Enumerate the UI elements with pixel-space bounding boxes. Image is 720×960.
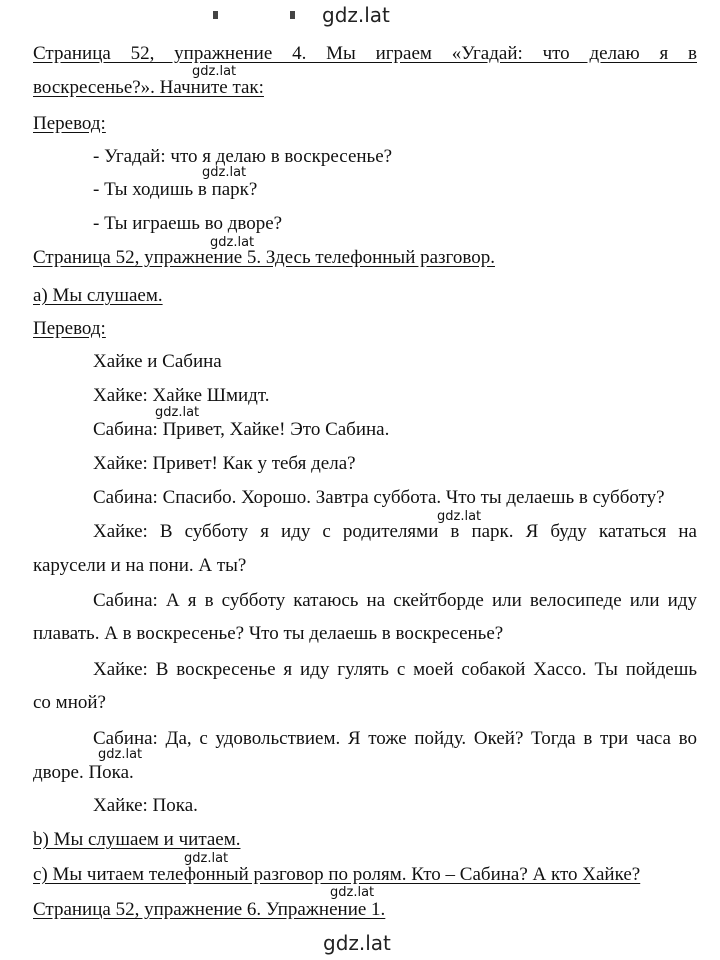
cropped-text-fragment: [290, 11, 295, 19]
dialogue-line-continued: со мной?: [33, 692, 106, 713]
dialogue-line: Сабина: Да, с удовольствием. Я тоже пойду. Окей? Тогда в три часа во: [93, 728, 697, 749]
inline-watermark: gdz.lat: [98, 747, 143, 762]
exercise-4-title-line-1: Страница 52, упражнение 4. Мы играем «Угадай: что делаю я в: [33, 43, 697, 64]
dialogue-line-continued: плавать. А в воскресенье? Что ты делаешь в воскресенье?: [33, 623, 504, 644]
inline-watermark: gdz.lat: [192, 64, 237, 79]
exercise-4-line: - Угадай: что я делаю в воскресенье?: [93, 146, 393, 167]
exercise-4-line: - Ты играешь во дворе?: [93, 213, 283, 234]
dialogue-line-continued: карусели и на пони. А ты?: [33, 555, 247, 576]
dialogue-line: Хайке: Хайке Шмидт.: [93, 385, 270, 406]
exercise-6-title: Страница 52, упражнение 6. Упражнение 1.: [33, 899, 386, 920]
dialogue-line: Сабина: Привет, Хайке! Это Сабина.: [93, 419, 390, 440]
exercise-5-title: Страница 52, упражнение 5. Здесь телефонный разговор.: [33, 247, 495, 268]
dialogue-line: Хайке: В воскресенье я иду гулять с моей собакой Хассо. Ты пойдешь: [93, 659, 697, 680]
inline-watermark: gdz.lat: [202, 165, 247, 180]
dialogue-heading: Хайке и Сабина: [93, 351, 222, 372]
exercise-5-part-a: а) Мы слушаем.: [33, 285, 163, 306]
footer-watermark: gdz.lat: [323, 931, 391, 955]
dialogue-line-continued: дворе. Пока.: [33, 762, 134, 783]
dialogue-line: Хайке: В субботу я иду с родителями в парк. Я буду кататься на: [93, 521, 697, 542]
inline-watermark: gdz.lat: [184, 851, 229, 866]
exercise-5-part-c: c) Мы читаем телефонный разговор по ролям. Кто – Сабина? А кто Хайке?: [33, 864, 641, 885]
dialogue-line: Сабина: А я в субботу катаюсь на скейтборде или велосипеде или иду: [93, 590, 697, 611]
exercise-5-part-b: b) Мы слушаем и читаем.: [33, 829, 241, 850]
cropped-text-fragment: [213, 11, 218, 19]
header-watermark: gdz.lat: [322, 3, 390, 27]
exercise-4-line: - Ты ходишь в парк?: [93, 179, 258, 200]
exercise-4-title-line-2: воскресенье?». Начните так:: [33, 77, 264, 98]
exercise-4-translation-label: Перевод:: [33, 113, 106, 134]
inline-watermark: gdz.lat: [330, 885, 375, 900]
inline-watermark: gdz.lat: [155, 405, 200, 420]
inline-watermark: gdz.lat: [437, 509, 482, 524]
dialogue-line: Сабина: Спасибо. Хорошо. Завтра суббота. Что ты делаешь в субботу?: [93, 487, 665, 508]
exercise-5-translation-label: Перевод:: [33, 318, 106, 339]
dialogue-line: Хайке: Пока.: [93, 795, 198, 816]
inline-watermark: gdz.lat: [210, 235, 255, 250]
dialogue-line: Хайке: Привет! Как у тебя дела?: [93, 453, 356, 474]
